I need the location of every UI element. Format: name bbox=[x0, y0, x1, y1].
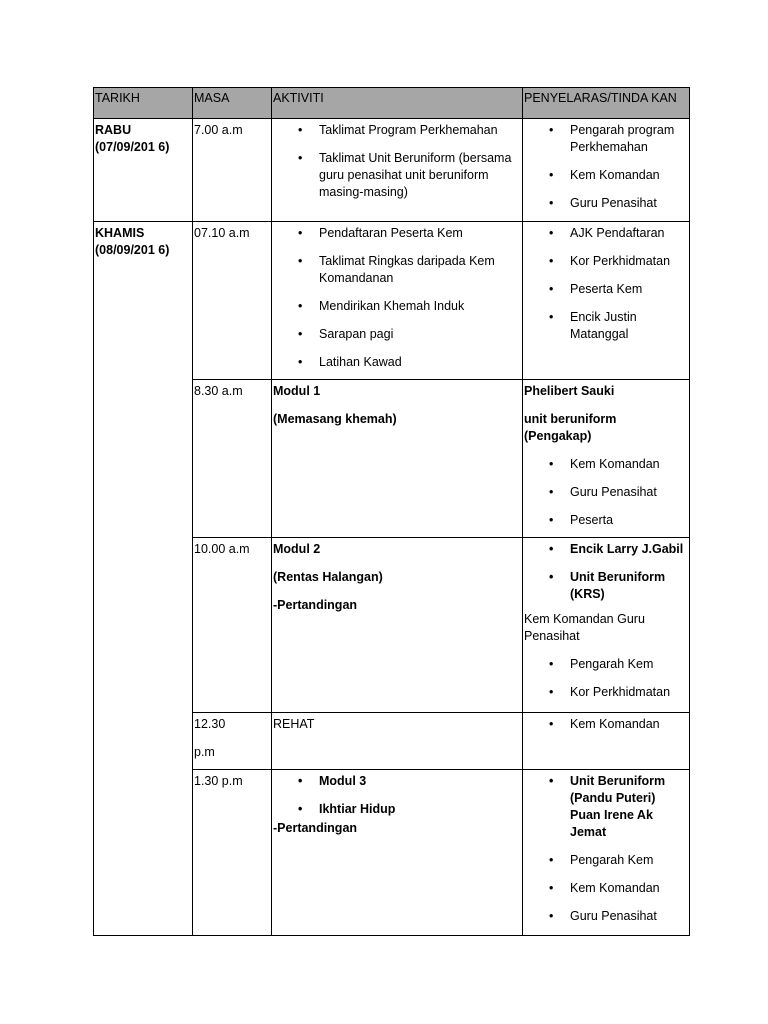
list-item: • Mendirikan Khemah Induk bbox=[273, 298, 520, 315]
list-item: • Guru Penasihat bbox=[524, 484, 687, 501]
time-cell: 07.10 a.m bbox=[193, 222, 272, 380]
time-cell: 10.00 a.m bbox=[193, 538, 272, 713]
activity-cell: REHAT bbox=[272, 713, 523, 770]
list-item: • Kor Perkhidmatan bbox=[524, 253, 687, 270]
table-row bbox=[94, 222, 690, 380]
module-note: -Pertandingan bbox=[273, 821, 358, 835]
date-label: (08/09/201 6) bbox=[95, 243, 170, 257]
activity-cell bbox=[272, 119, 523, 222]
list-item: • Latihan Kawad bbox=[273, 354, 520, 371]
coordinator-cell bbox=[523, 380, 690, 538]
coordinator-cell bbox=[523, 119, 690, 222]
list-item: • Encik Justin Matanggal bbox=[524, 309, 687, 343]
time-line: p.m bbox=[194, 745, 215, 759]
time-cell: 1.30 p.m bbox=[193, 770, 272, 936]
list-item: • Unit Beruniform (Pandu Puteri) Puan Irene Ak Jemat bbox=[524, 773, 687, 841]
header-penyelaras: PENYELARAS/TINDA KAN bbox=[523, 88, 690, 119]
header-row bbox=[94, 88, 690, 119]
list-item: • Pengarah program Perkhemahan bbox=[524, 122, 687, 156]
coordinator-cell bbox=[523, 538, 690, 713]
list-item: • Pengarah Kem bbox=[524, 852, 687, 869]
list-item: • Guru Penasihat bbox=[524, 195, 687, 212]
date-cell bbox=[94, 222, 193, 936]
time-cell: 8.30 a.m bbox=[193, 380, 272, 538]
module-desc: (Memasang khemah) bbox=[273, 412, 397, 426]
module-desc: (Rentas Halangan) bbox=[273, 570, 383, 584]
coordinator-cell bbox=[523, 713, 690, 770]
module-title: Modul 1 bbox=[273, 384, 321, 398]
table-row bbox=[94, 119, 690, 222]
activity-cell bbox=[272, 770, 523, 936]
day-label: KHAMIS bbox=[95, 226, 145, 240]
coordinator-text: Kem Komandan Guru Penasihat bbox=[524, 612, 645, 643]
list-item: • Peserta Kem bbox=[524, 281, 687, 298]
header-tarikh: TARIKH bbox=[94, 88, 193, 119]
list-item: • Peserta bbox=[524, 512, 687, 529]
list-item: • AJK Pendaftaran bbox=[524, 225, 687, 242]
list-item: • Ikhtiar Hidup bbox=[273, 801, 520, 818]
coordinator-unit: unit beruniform (Pengakap) bbox=[524, 412, 617, 443]
header-aktiviti: AKTIVITI bbox=[272, 88, 523, 119]
list-item: • Taklimat Unit Beruniform (bersama guru penasihat unit beruniform masing-masing) bbox=[273, 150, 520, 201]
list-item: • Kor Perkhidmatan bbox=[524, 684, 687, 701]
coordinator-cell bbox=[523, 222, 690, 380]
list-item: • Pendaftaran Peserta Kem bbox=[273, 225, 520, 242]
activity-cell bbox=[272, 222, 523, 380]
time-line: 12.30 bbox=[194, 717, 226, 731]
date-label: (07/09/201 6) bbox=[95, 140, 170, 154]
list-item: • Taklimat Ringkas daripada Kem Komandanan bbox=[273, 253, 520, 287]
list-item: • Kem Komandan bbox=[524, 716, 687, 733]
list-item: • Kem Komandan bbox=[524, 880, 687, 897]
list-item: • Sarapan pagi bbox=[273, 326, 520, 343]
module-note: -Pertandingan bbox=[273, 598, 358, 612]
activity-cell bbox=[272, 538, 523, 713]
list-item: • Kem Komandan bbox=[524, 456, 687, 473]
coordinator-cell bbox=[523, 770, 690, 936]
list-item: • Modul 3 bbox=[273, 773, 520, 790]
schedule-table bbox=[93, 87, 690, 936]
activity-cell bbox=[272, 380, 523, 538]
date-cell bbox=[94, 119, 193, 222]
day-label: RABU bbox=[95, 123, 132, 137]
time-cell bbox=[193, 713, 272, 770]
time-cell: 7.00 a.m bbox=[193, 119, 272, 222]
list-item: • Encik Larry J.Gabil bbox=[524, 541, 687, 558]
module-title: Modul 2 bbox=[273, 542, 321, 556]
coordinator-name: Phelibert Sauki bbox=[524, 384, 615, 398]
header-masa: MASA bbox=[193, 88, 272, 119]
list-item: • Guru Penasihat bbox=[524, 908, 687, 925]
list-item: • Kem Komandan bbox=[524, 167, 687, 184]
list-item: • Unit Beruniform (KRS) bbox=[524, 569, 687, 603]
list-item: • Taklimat Program Perkhemahan bbox=[273, 122, 520, 139]
list-item: • Pengarah Kem bbox=[524, 656, 687, 673]
